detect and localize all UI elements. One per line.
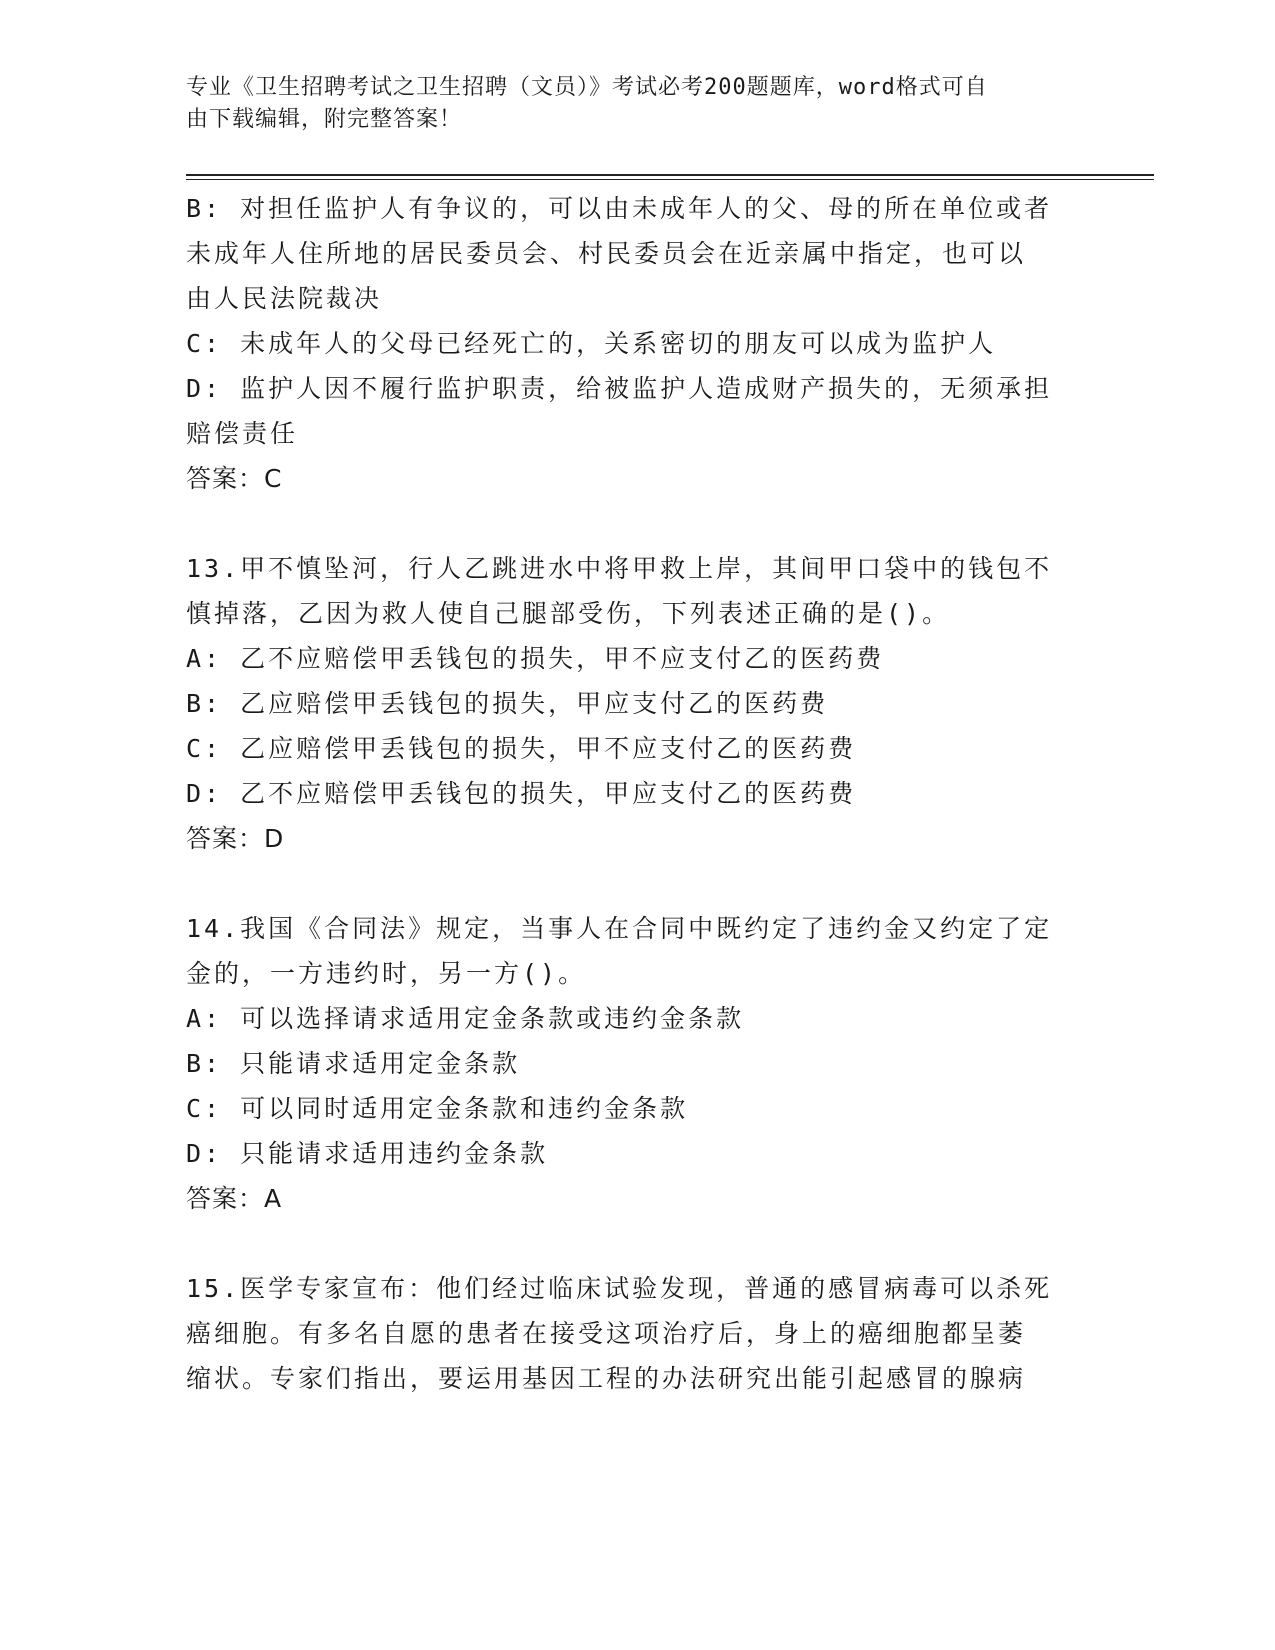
question-13-block <box>186 546 1076 861</box>
option-b: B: 只能请求适用定金条款 <box>186 1049 521 1078</box>
option-c: C: 乙应赔偿甲丢钱包的损失，甲不应支付乙的医药费 <box>186 734 857 763</box>
answer-line: 答案：C <box>186 464 283 493</box>
option-d: D: 只能请求适用违约金条款 <box>186 1139 549 1168</box>
option-a: A: 可以选择请求适用定金条款或违约金条款 <box>186 1004 745 1033</box>
option-d-line-2: 赔偿责任 <box>186 419 299 448</box>
header-divider-thin <box>186 179 1154 180</box>
document-body <box>186 186 1076 1401</box>
spacer <box>186 861 1076 906</box>
document-header <box>186 72 1066 136</box>
option-d: D: 乙不应赔偿甲丢钱包的损失，甲应支付乙的医药费 <box>186 779 857 808</box>
option-b-line-1: B: 对担任监护人有争议的，可以由未成年人的父、母的所在单位或者 <box>186 194 1053 223</box>
option-c: C: 未成年人的父母已经死亡的，关系密切的朋友可以成为监护人 <box>186 329 997 358</box>
question-stem-line-1: 13.甲不慎坠河，行人乙跳进水中将甲救上岸，其间甲口袋中的钱包不 <box>186 554 1053 583</box>
option-c: C: 可以同时适用定金条款和违约金条款 <box>186 1094 689 1123</box>
question-12-block <box>186 186 1076 501</box>
question-stem-line-1: 15.医学专家宣布：他们经过临床试验发现，普通的感冒病毒可以杀死 <box>186 1274 1053 1303</box>
header-title-line-2: 由下载编辑，附完整答案！ <box>186 107 463 132</box>
option-d-line-1: D: 监护人因不履行监护职责，给被监护人造成财产损失的，无须承担 <box>186 374 1053 403</box>
spacer <box>186 1221 1076 1266</box>
spacer <box>186 501 1076 546</box>
question-14-block <box>186 906 1076 1221</box>
header-divider-thick <box>186 174 1154 176</box>
question-stem-line-1: 14.我国《合同法》规定，当事人在合同中既约定了违约金又约定了定 <box>186 914 1053 943</box>
answer-line: 答案：A <box>186 1184 283 1213</box>
question-stem-line-2: 金的，一方违约时，另一方()。 <box>186 959 587 988</box>
question-15-block <box>186 1266 1076 1401</box>
answer-line: 答案：D <box>186 824 285 853</box>
option-b: B: 乙应赔偿甲丢钱包的损失，甲应支付乙的医药费 <box>186 689 829 718</box>
header-title-line-1: 专业《卫生招聘考试之卫生招聘（文员）》考试必考200题题库，word格式可自 <box>186 75 988 100</box>
option-b-line-3: 由人民法院裁决 <box>186 284 383 313</box>
question-stem-line-2: 慎掉落，乙因为救人使自己腿部受伤，下列表述正确的是()。 <box>186 599 951 628</box>
option-b-line-2: 未成年人住所地的居民委员会、村民委员会在近亲属中指定，也可以 <box>186 239 1027 268</box>
option-a: A: 乙不应赔偿甲丢钱包的损失，甲不应支付乙的医药费 <box>186 644 885 673</box>
question-stem-line-3: 缩状。专家们指出，要运用基因工程的办法研究出能引起感冒的腺病 <box>186 1364 1027 1393</box>
question-stem-line-2: 癌细胞。有多名自愿的患者在接受这项治疗后，身上的癌细胞都呈萎 <box>186 1319 1027 1348</box>
